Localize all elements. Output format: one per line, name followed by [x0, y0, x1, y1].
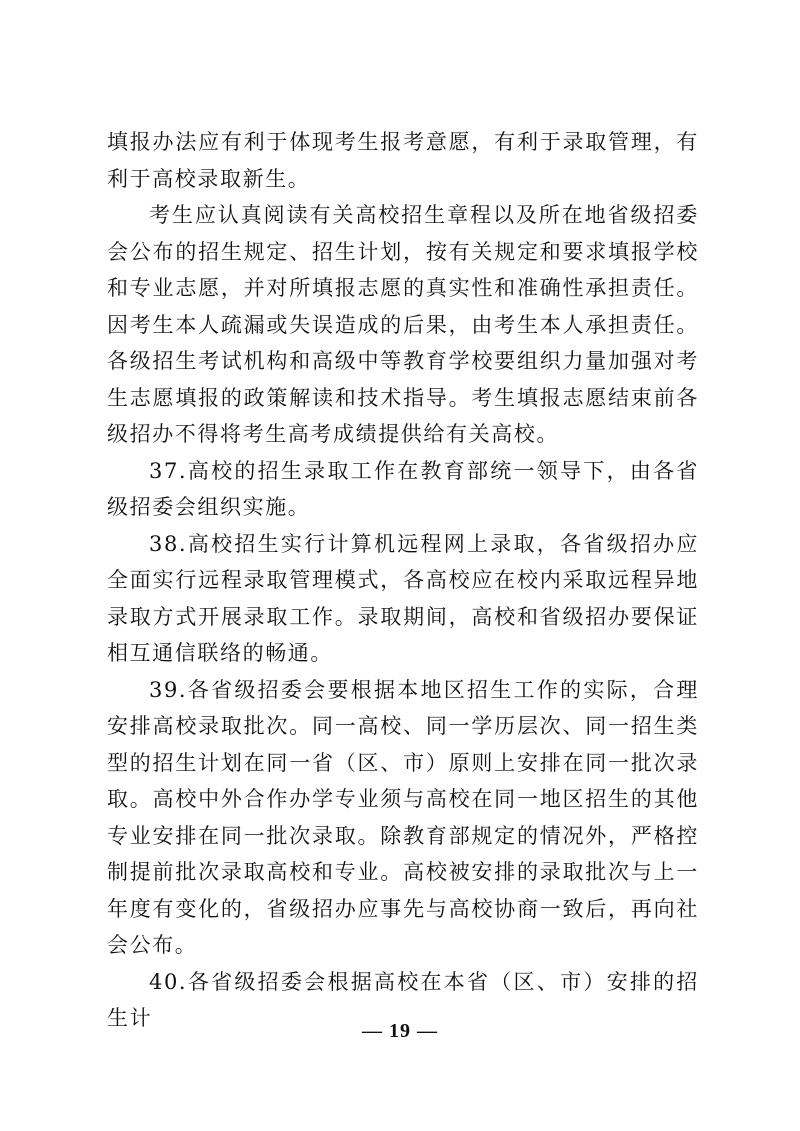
paragraph-applicant-responsibility: 考生应认真阅读有关高校招生章程以及所在地省级招委会公布的招生规定、招生计划，按有关规定和要求填报学校和专业志愿，并对所填报志愿的真实性和准确性承担责任。因考生本人疏漏或失误造成的后果，由考生本人承担责任。各级招生考试机构和高级中等教育学校要组织力量加强对考生志愿填报的政策解读和技术指导。考生填报志愿结束前各级招办不得将考生高考成绩提供给有关高校。 [107, 203, 699, 446]
paragraph-article-39: 39.各省级招委会要根据本地区招生工作的实际，合理安排高校录取批次。同一高校、同一学历层次、同一招生类型的招生计划在同一省（区、市）原则上安排在同一批次录取。高校中外合作办学专业须与高校在同一地区招生的其他专业安排在同一批次录取。除教育部规定的情况外，严格控制提前批次录取高校和专业。高校被安排的录取批次与上一年度有变化的，省级招办应事先与高校协商一致后，再向社会公布。 [107, 677, 699, 957]
page-number: — 19 — [362, 1020, 438, 1042]
paragraph-article-38: 38.高校招生实行计算机远程网上录取，各省级招办应全面实行远程录取管理模式，各高校应在校内采取远程异地录取方式开展录取工作。录取期间，高校和省级招办要保证相互通信联络的畅通。 [107, 531, 699, 665]
paragraph-continuation: 填报办法应有利于体现考生报考意愿，有利于录取管理，有利于高校录取新生。 [107, 130, 699, 191]
paragraph-article-40: 40.各省级招委会根据高校在本省（区、市）安排的招生计 [107, 969, 699, 1030]
page-body [107, 124, 699, 1037]
paragraph-article-37: 37.高校的招生录取工作在教育部统一领导下，由各省级招委会组织实施。 [107, 458, 699, 519]
